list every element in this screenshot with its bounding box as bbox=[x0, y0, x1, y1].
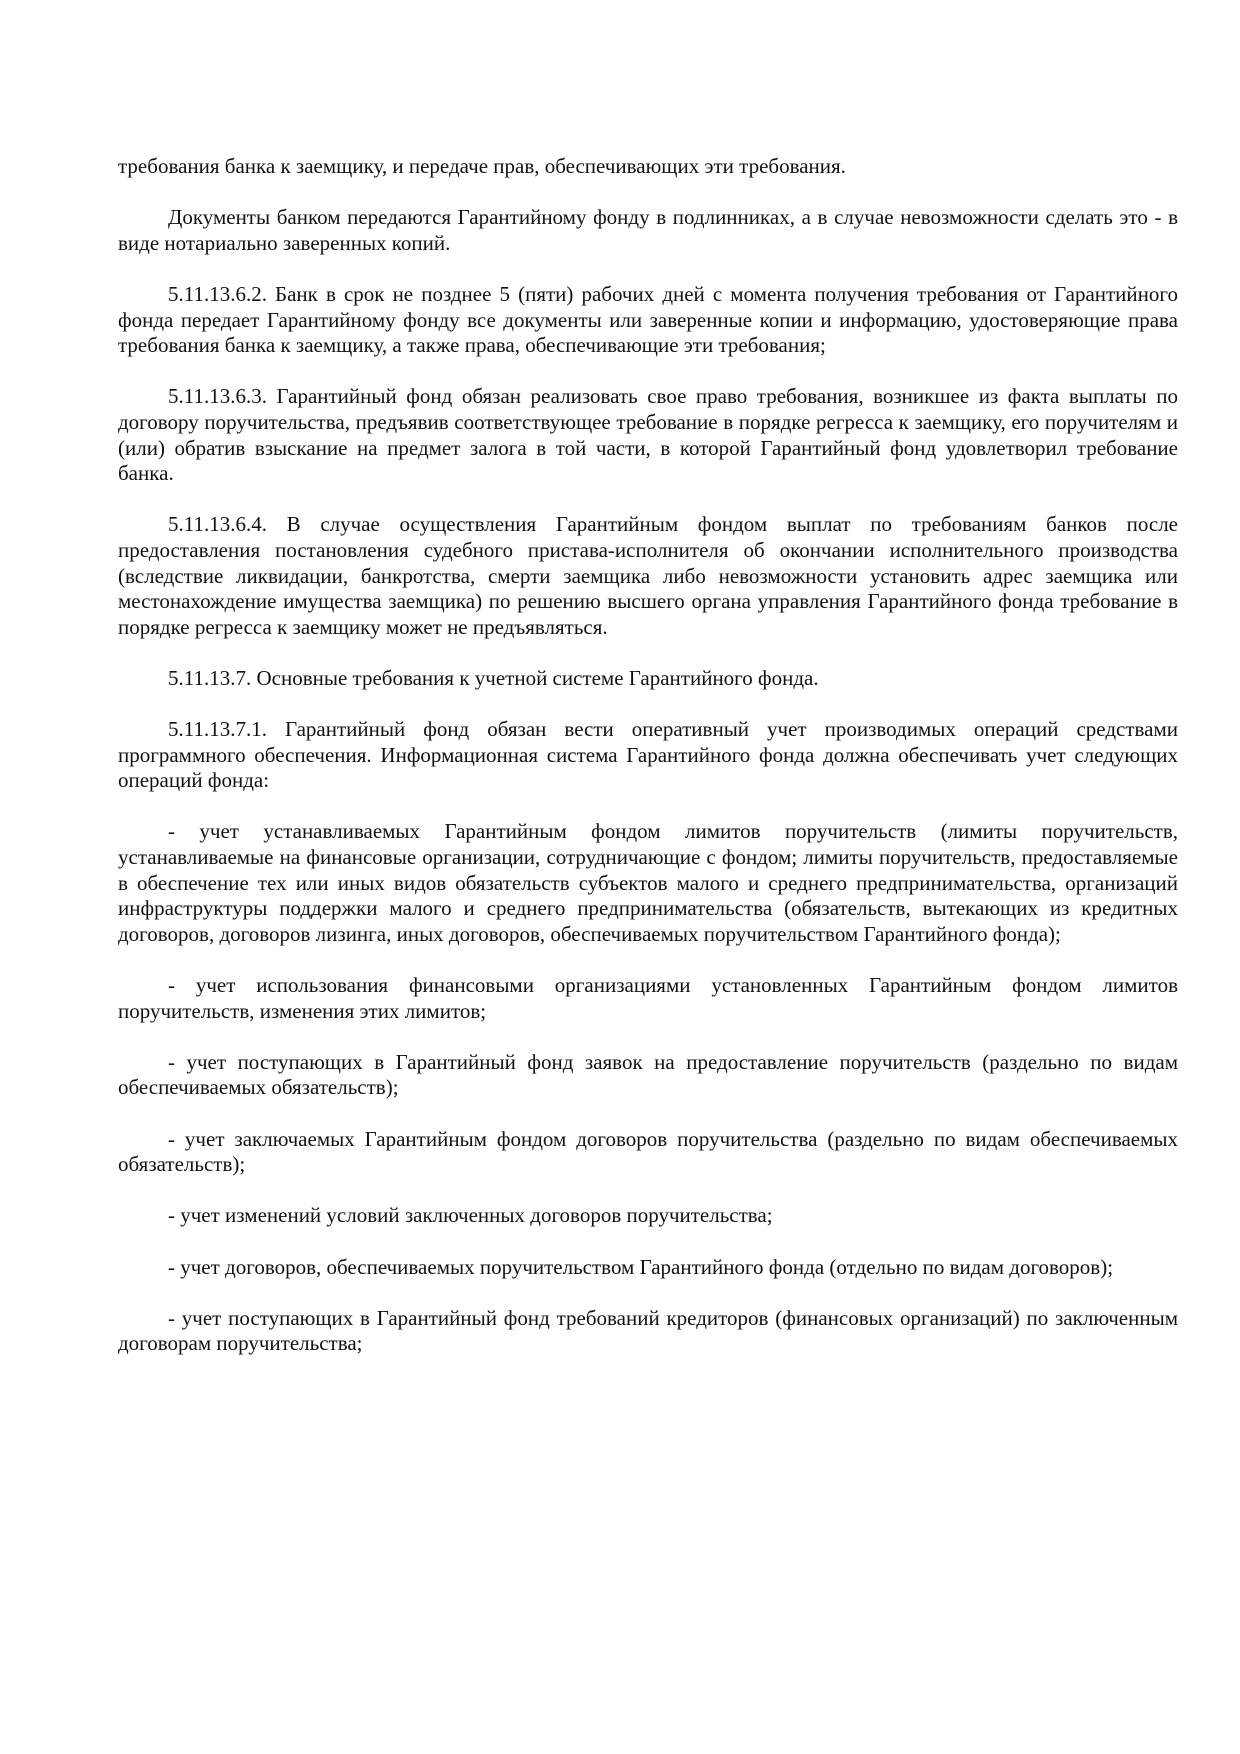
list-item: - учет изменений условий заключенных договоров поручительства; bbox=[168, 1203, 773, 1228]
paragraph-5-11-13-6-4: 5.11.13.6.4. В случае осуществления Гарантийным фондом выплат по требованиям банков после предоставления постановления судебного пристава-исполнителя об окончании исполнительного производства (вследствие ликвидации, банкротства, смерти заемщика либо невозможности установить адрес заемщика или местонахождение имущества заемщика) по решению высшего органа управления Гарантийного фонда требование в порядке регресса к заемщику может не предъявляться. bbox=[118, 512, 1178, 639]
paragraph-5-11-13-6-3: 5.11.13.6.3. Гарантийный фонд обязан реализовать свое право требования, возникшее из факта выплаты по договору поручительства, предъявив соответствующее требование в порядке регресса к заемщику, его поручителям и (или) обратив взыскание на предмет залога в той части, в которой Гарантийный фонд удовлетворил требование банка. bbox=[118, 384, 1178, 486]
list-item: - учет поступающих в Гарантийный фонд заявок на предоставление поручительств (раздельно по видам обеспечиваемых обязательств); bbox=[118, 1049, 1178, 1100]
list-item: - учет договоров, обеспечиваемых поручительством Гарантийного фонда (отдельно по видам договоров); bbox=[168, 1254, 1114, 1279]
paragraph-continuation: требования банка к заемщику, и передаче прав, обеспечивающих эти требования. bbox=[118, 154, 846, 178]
paragraph-5-11-13-7-1: 5.11.13.7.1. Гарантийный фонд обязан вести оперативный учет производимых операций средствами программного обеспечения. Информационная система Гарантийного фонда должна обеспечивать учет следующих операций фонда: bbox=[118, 717, 1178, 793]
paragraph-documents-transfer: Документы банком передаются Гарантийному фонду в подлинниках, а в случае невозможности сделать это - в виде нотариально заверенных копий. bbox=[118, 205, 1178, 255]
document-page bbox=[118, 154, 1178, 1383]
list-item: - учет заключаемых Гарантийным фондом договоров поручительства (раздельно по видам обеспечиваемых обязательств); bbox=[118, 1126, 1178, 1177]
list-item: - учет использования финансовыми организациями установленных Гарантийным фондом лимитов поручительств, изменения этих лимитов; bbox=[118, 973, 1178, 1023]
list-item: - учет устанавливаемых Гарантийным фондом лимитов поручительств (лимиты поручительств, устанавливаемые на финансовые организации, сотрудничающие с фондом; лимиты поручительств, предоставляемые в обеспечение тех или иных видов обязательств субъектов малого и среднего предпринимательства, организаций инфраструктуры поддержки малого и среднего предпринимательства (обязательств, вытекающих из кредитных договоров, договоров лизинга, иных договоров, обеспечиваемых поручительством Гарантийного фонда); bbox=[118, 819, 1178, 946]
list-item: - учет поступающих в Гарантийный фонд требований кредиторов (финансовых организаций) по заключенным договорам поручительства; bbox=[118, 1305, 1178, 1356]
paragraph-5-11-13-6-2: 5.11.13.6.2. Банк в срок не позднее 5 (пяти) рабочих дней с момента получения требования от Гарантийного фонда передает Гарантийному фонду все документы или заверенные копии и информацию, удостоверяющие права требования банка к заемщику, а также права, обеспечивающие эти требования; bbox=[118, 281, 1178, 358]
section-heading-5-11-13-7: 5.11.13.7. Основные требования к учетной системе Гарантийного фонда. bbox=[168, 665, 819, 690]
